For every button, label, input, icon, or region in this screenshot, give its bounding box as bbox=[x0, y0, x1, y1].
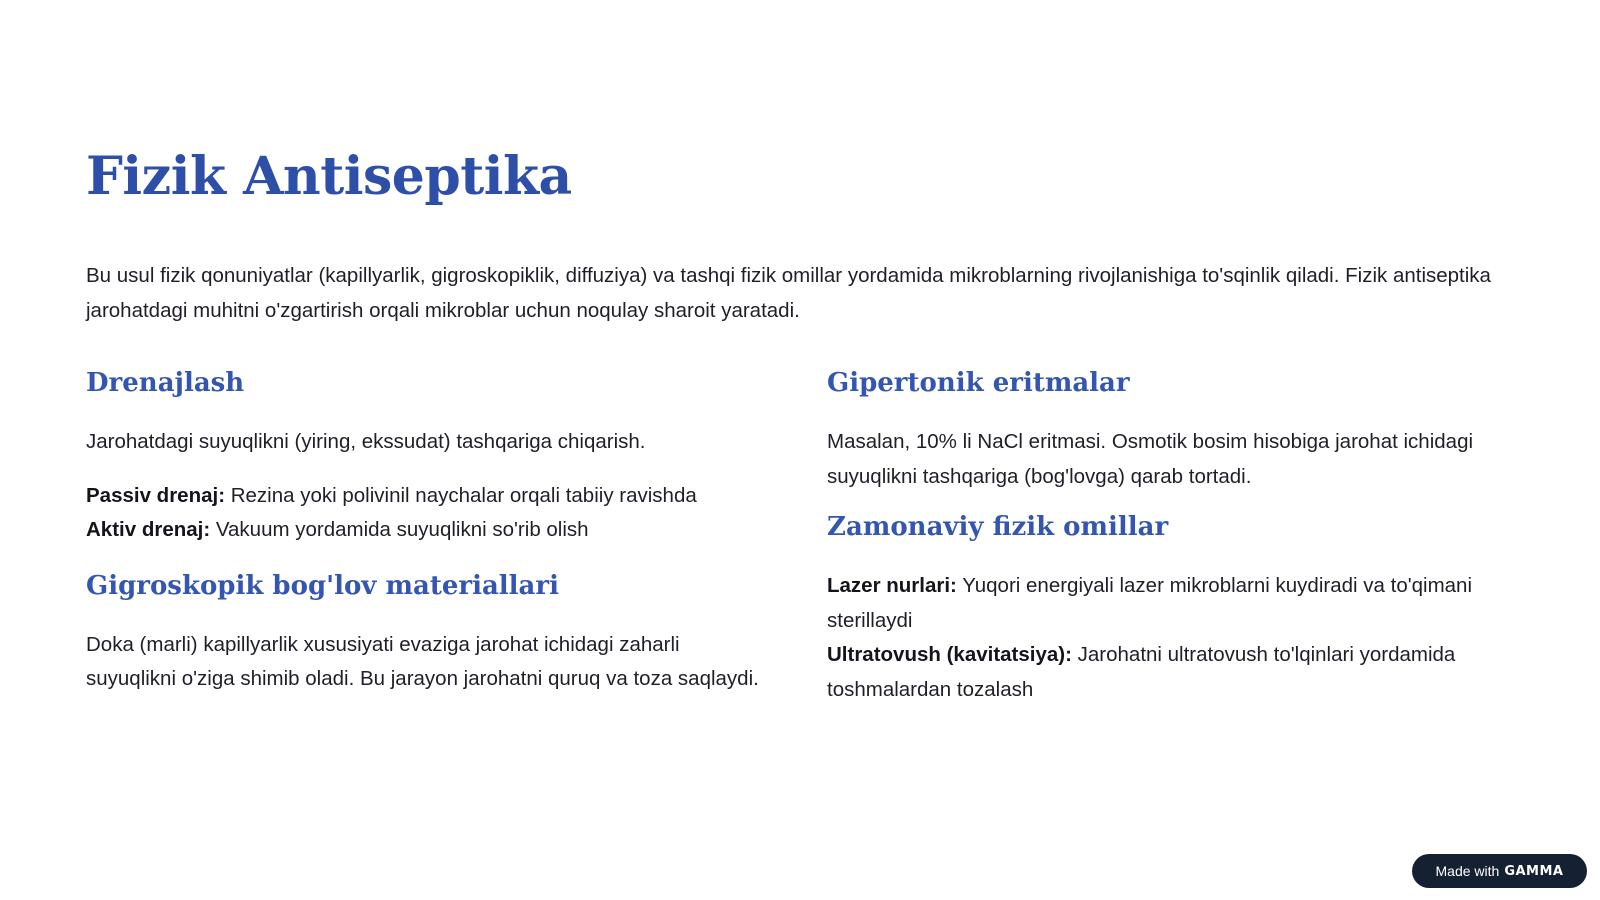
drenaj-types bbox=[86, 479, 766, 548]
passive-drenaj-text: Rezina yoki polivinil naychalar orqali tabiiy ravishda bbox=[225, 483, 697, 507]
intro-paragraph: Bu usul fizik qonuniyatlar (kapillyarlik, gigroskopiklik, diffuziya) va tashqi fizik omillar yordamida mikroblarning rivojlanishiga to'sqinlik qiladi. Fizik antiseptika jarohatdagi muhitni o'zgartirish orqali mikroblar uchun noqulay sharoit yaratadi. bbox=[86, 264, 1491, 322]
gamma-logo: GAMMA bbox=[1504, 863, 1564, 879]
gigroskopik-section bbox=[86, 569, 766, 697]
zamonaviy-heading: Zamonaviy fizik omillar bbox=[827, 512, 1169, 542]
active-drenaj-line bbox=[86, 513, 766, 548]
badge-prefix: Made with bbox=[1435, 863, 1500, 879]
active-drenaj-label: Aktiv drenaj: bbox=[86, 518, 211, 541]
ultrasound-text: Jarohatni ultratovush to'lqinlari yordamida toshmalardan tozalash bbox=[827, 643, 1456, 701]
zamonaviy-section bbox=[827, 510, 1507, 707]
made-with-gamma-badge[interactable] bbox=[1412, 854, 1587, 888]
right-column bbox=[827, 366, 1507, 707]
gipertonik-description: Masalan, 10% li NaCl eritmasi. Osmotik bosim hisobiga jarohat ichidagi suyuqlikni tashqariga (bog'lovga) qarab tortadi. bbox=[827, 430, 1474, 488]
passive-drenaj-label: Passiv drenaj: bbox=[86, 483, 226, 507]
drenajlash-heading: Drenajlash bbox=[86, 368, 245, 398]
laser-text: Yuqori energiyali lazer mikroblarni kuydiradi va to'qimani sterillaydi bbox=[827, 574, 1473, 632]
slide-title: Fizik Antiseptika bbox=[86, 146, 572, 207]
gigroskopik-heading: Gigroskopik bog'lov materiallari bbox=[86, 570, 559, 601]
ultrasound-label: Ultratovush (kavitatsiya): bbox=[827, 643, 1072, 666]
gigroskopik-description: Doka (marli) kapillyarlik xususiyati evaziga jarohat ichidagi zaharli suyuqlikni o'ziga shimib oladi. Bu jarayon jarohatni quruq va toza saqlaydi. bbox=[86, 632, 759, 690]
laser-label: Lazer nurlari: bbox=[827, 574, 957, 597]
drenajlash-section bbox=[86, 366, 766, 548]
gipertonik-section bbox=[827, 366, 1507, 494]
zamonaviy-list bbox=[827, 569, 1507, 707]
active-drenaj-text: Vakuum yordamida suyuqlikni so'rib olish bbox=[210, 518, 589, 541]
ultrasound-line bbox=[827, 638, 1507, 707]
drenajlash-description: Jarohatdagi suyuqlikni (yiring, ekssudat) tashqariga chiqarish. bbox=[86, 430, 646, 453]
laser-line bbox=[827, 569, 1507, 638]
passive-drenaj-line bbox=[86, 479, 766, 514]
gipertonik-heading: Gipertonik eritmalar bbox=[827, 368, 1130, 398]
left-column bbox=[86, 366, 766, 697]
